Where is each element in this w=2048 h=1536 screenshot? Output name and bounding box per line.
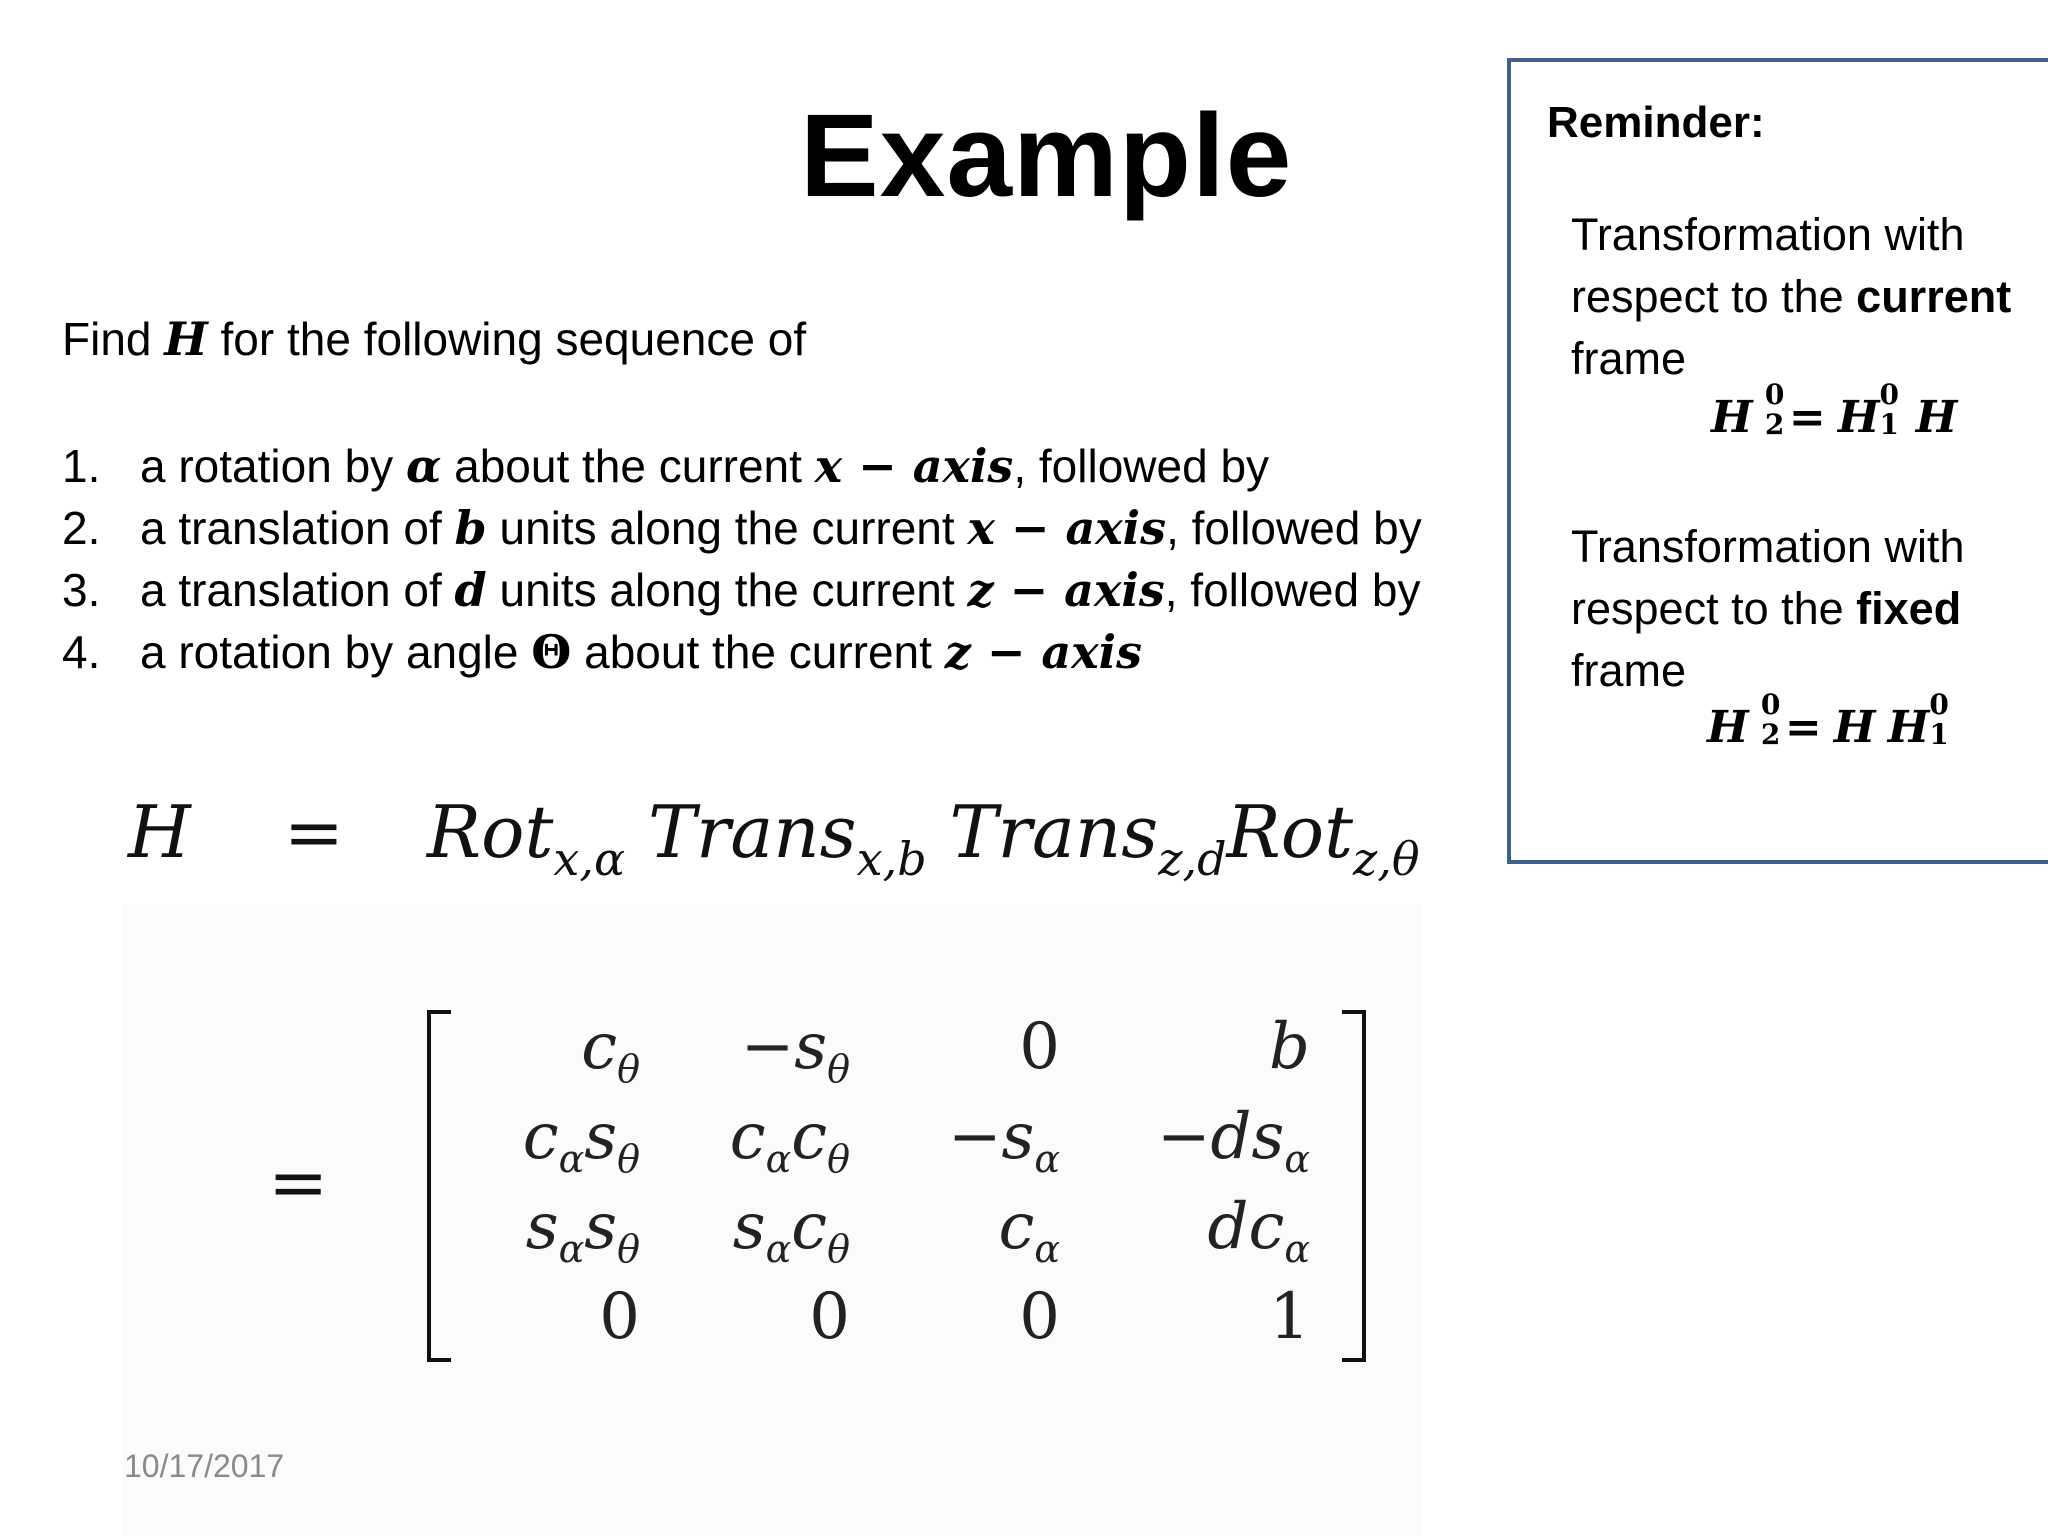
prompt-text: Find	[62, 313, 165, 365]
matrix-cell: 0	[809, 1280, 850, 1354]
matrix-cell: $-s_\theta$	[740, 1010, 850, 1091]
matrix-equals: =	[268, 1140, 329, 1224]
prompt-text-rest: for the following sequence of	[207, 313, 807, 365]
desc-line: respect to the current	[1571, 271, 2012, 322]
matrix-cell: $dc_\alpha$	[1207, 1190, 1310, 1271]
desc-line: frame	[1571, 333, 1687, 384]
matrix-cell: $c_\alpha$	[998, 1190, 1060, 1271]
term-sub: x,b	[856, 832, 927, 886]
list-item	[62, 497, 1422, 559]
eq-lhs: H	[128, 790, 191, 874]
matrix-cell: 1	[1269, 1280, 1310, 1354]
problem-prompt	[62, 312, 806, 366]
fixed-frame-formula: H 0 2 = H H 0 1	[1707, 688, 1949, 753]
step-number: 2.	[62, 502, 101, 554]
matrix-cell: 0	[1019, 1010, 1060, 1084]
matrix-right-bracket	[1342, 1010, 1366, 1362]
desc-line: Transformation with	[1571, 521, 1965, 572]
reminder-box	[1507, 58, 2048, 864]
matrix-cell: $s_\alpha s_\theta$	[525, 1190, 640, 1271]
matrix-cell: $-ds_\alpha$	[1156, 1100, 1310, 1181]
step-number: 1.	[62, 440, 101, 492]
matrix-cell: $c_\alpha c_\theta$	[729, 1100, 850, 1181]
list-item	[62, 621, 1422, 683]
current-frame-description	[1571, 204, 2048, 390]
list-item	[62, 559, 1422, 621]
step-text: a translation of d units along the current z − axis, followed by	[140, 563, 1421, 617]
slide-date: 10/17/2017	[124, 1448, 285, 1484]
prompt-variable: H	[164, 312, 208, 366]
composition-equation	[128, 790, 1420, 886]
steps-list	[62, 435, 1422, 683]
step-number: 4.	[62, 626, 101, 678]
step-text: a rotation by angle Θ about the current z − axis	[140, 625, 1143, 679]
matrix-cell: 0	[599, 1280, 640, 1354]
term-sub: z,θ	[1353, 832, 1420, 886]
term-name: Trans	[647, 790, 857, 874]
eq-sign: =	[283, 790, 345, 874]
matrix-cell: $-s_\alpha$	[947, 1100, 1060, 1181]
matrix-cell: $s_\alpha c_\theta$	[732, 1190, 850, 1271]
desc-line: frame	[1571, 645, 1687, 696]
term-name: Trans	[949, 790, 1159, 874]
matrix-cell: b	[1269, 1010, 1310, 1084]
matrix-cell: $c_\theta$	[581, 1010, 640, 1091]
reminder-title: Reminder:	[1547, 98, 1765, 147]
term-sub: z,d	[1158, 832, 1227, 886]
fixed-frame-description	[1571, 516, 2048, 702]
current-frame-formula: H 0 2 = H 0 1 H	[1711, 378, 1958, 443]
desc-line: respect to the fixed	[1571, 583, 1962, 634]
term-name: Rot	[1226, 790, 1354, 874]
matrix-cell: $c_\alpha s_\theta$	[522, 1100, 640, 1181]
step-text: a rotation by α about the current x − axis, followed by	[140, 439, 1270, 493]
term-sub: x,α	[553, 832, 626, 886]
slide-title: Example	[800, 90, 1293, 222]
term-name: Rot	[426, 790, 554, 874]
step-text: a translation of b units along the current x − axis, followed by	[140, 501, 1422, 555]
desc-line: Transformation with	[1571, 209, 1965, 260]
list-item	[62, 435, 1422, 497]
step-number: 3.	[62, 564, 101, 616]
matrix-cell: 0	[1019, 1280, 1060, 1354]
